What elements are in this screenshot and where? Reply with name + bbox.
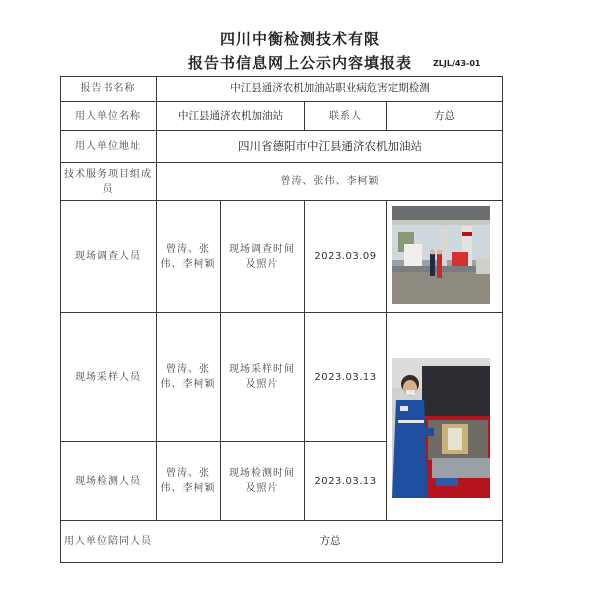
- column-divider: [220, 200, 221, 521]
- survey-date: 2023.03.09: [314, 251, 377, 262]
- survey-time-label: 现场调查时间及照片: [229, 243, 295, 270]
- table-border: [60, 562, 503, 563]
- report-name-value: 中江县通济农机加油站职业病危害定期检测: [230, 82, 430, 94]
- sampling-worker-image: [392, 358, 490, 498]
- team-value: 曾涛、张伟、李柯颖: [280, 176, 380, 187]
- testing-date: 2023.03.13: [314, 475, 377, 487]
- document-number: ZLJL/43-01: [433, 59, 481, 68]
- survey-staff-label: 现场调查人员: [75, 251, 141, 262]
- company-title: 四川中衡检测技术有限: [219, 30, 380, 48]
- employer-label: 用人单位名称: [75, 110, 141, 122]
- sampling-staff-names: 曾涛、张伟、李柯颖: [160, 364, 216, 390]
- contact-value: 方总: [434, 109, 455, 122]
- gas-station-image: [392, 206, 490, 304]
- survey-photo: [392, 206, 490, 304]
- column-divider: [386, 200, 387, 521]
- testing-time-label: 现场检测时间及照片: [229, 468, 295, 494]
- sampling-staff-label: 现场采样人员: [75, 371, 141, 383]
- escort-label: 用人单位陪同人员: [64, 536, 152, 547]
- sampling-time-label: 现场采样时间及照片: [229, 364, 295, 390]
- sampling-date: 2023.03.13: [314, 371, 377, 383]
- testing-staff-names: 曾涛、张伟、李柯颖: [160, 468, 216, 494]
- report-name-label: 报告书名称: [80, 83, 136, 94]
- sampling-photo: [392, 358, 490, 498]
- contact-label: 联系人: [329, 110, 362, 122]
- address-value: 四川省德阳市中江县通济农机加油站: [238, 139, 422, 153]
- testing-staff-label: 现场检测人员: [75, 475, 141, 487]
- survey-staff-names: 曾涛、张伟、李柯颖: [160, 243, 216, 270]
- form-title: 报告书信息网上公示内容填报表: [187, 54, 412, 72]
- address-label: 用人单位地址: [75, 141, 141, 152]
- escort-value: 方总: [319, 535, 341, 547]
- team-label: 技术服务项目组成员: [64, 168, 152, 195]
- employer-value: 中江县通济农机加油站: [178, 109, 283, 122]
- info-table: [60, 76, 503, 563]
